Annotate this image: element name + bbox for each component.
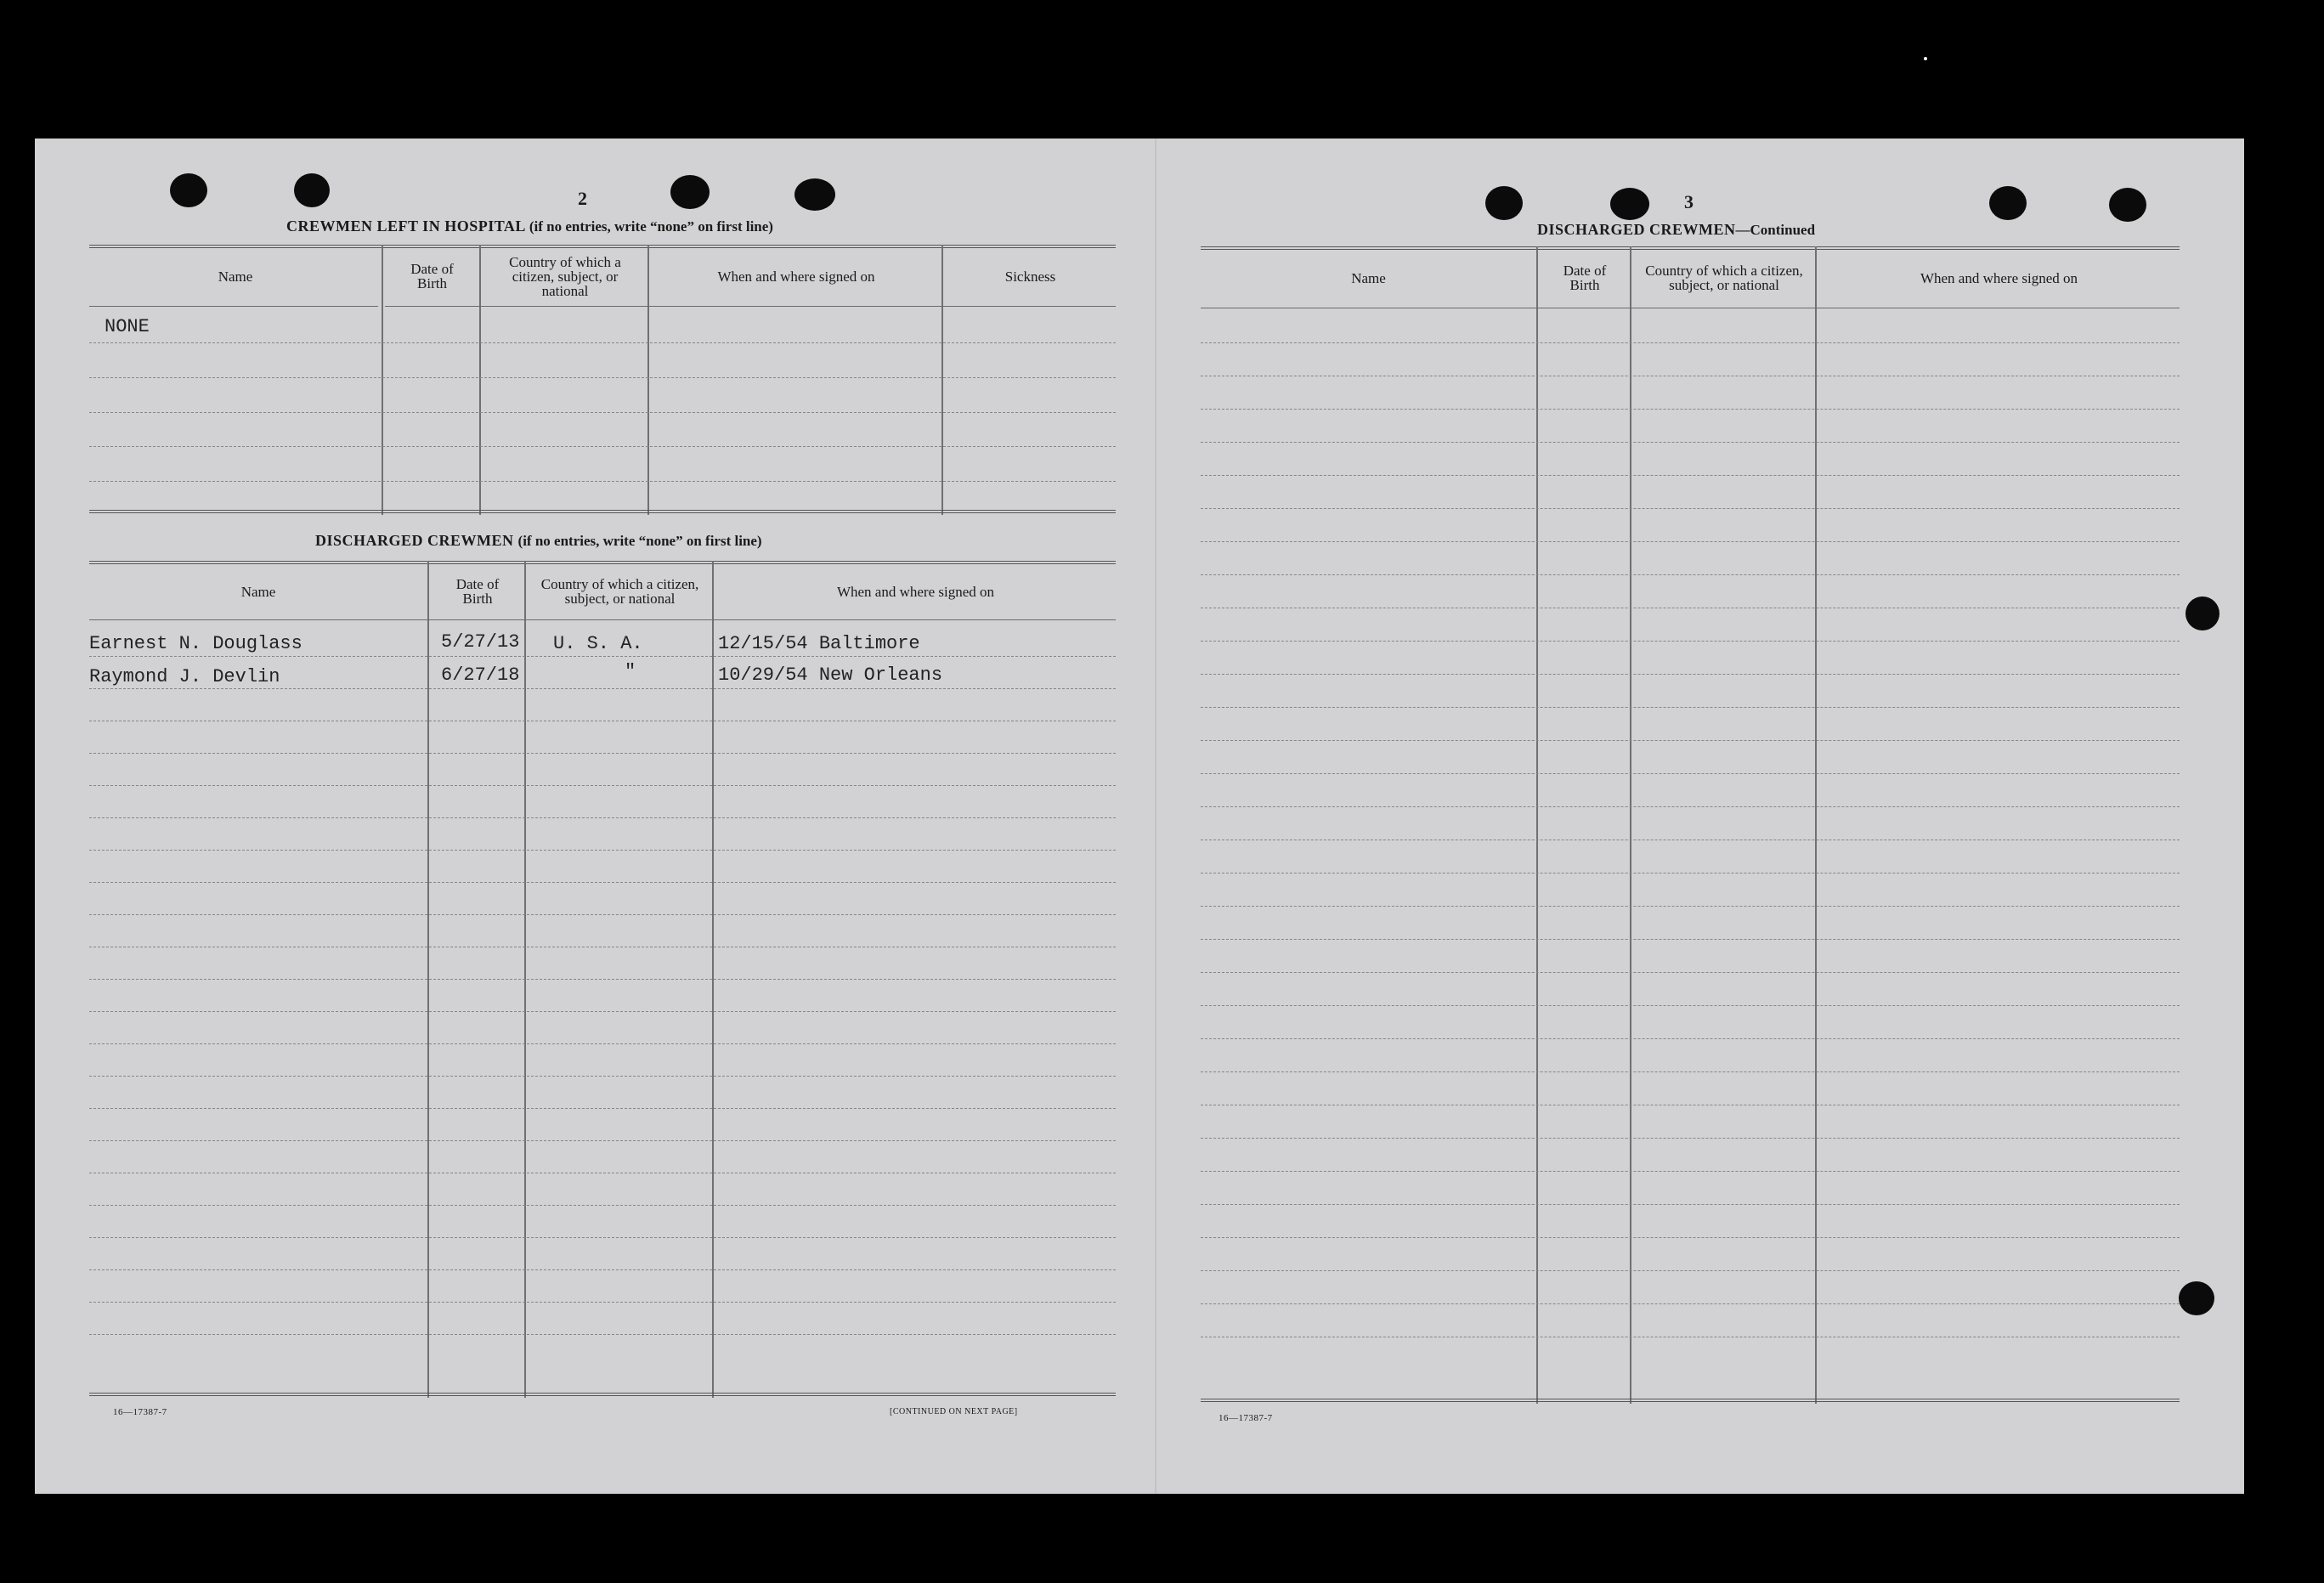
- discharged-instruction: (if no entries, write “none” on first line): [517, 533, 762, 549]
- discharged-col-country: Country of which a citizen, subject, or national: [540, 576, 699, 607]
- discharged-col-dob: Date of Birth: [455, 576, 500, 607]
- punch-hole: [2179, 1281, 2214, 1315]
- form-code-left: 16—17387-7: [113, 1407, 167, 1417]
- punch-hole: [2185, 596, 2219, 630]
- punch-hole: [170, 173, 207, 207]
- punch-hole: [1485, 186, 1523, 220]
- discharged-row-signed: 10/29/54 New Orleans: [718, 664, 943, 686]
- hospital-col-country: Country of which a citizen, subject, or national: [509, 253, 621, 299]
- discharged-row-dob: 6/27/18: [441, 664, 520, 686]
- right-title-suffix: —Continued: [1735, 222, 1816, 238]
- discharged-title-text: DISCHARGED CREWMEN: [315, 532, 514, 549]
- right-col-name: Name: [1351, 269, 1386, 286]
- document-sheet: [35, 139, 2244, 1494]
- page-number-right: 3: [1684, 191, 1694, 212]
- page-fold: [1155, 139, 1156, 1494]
- discharged-row-country: ": [625, 661, 636, 682]
- discharged-col-signed: When and where signed on: [836, 583, 995, 600]
- right-col-country: Country of which a citizen, subject, or national: [1645, 263, 1803, 293]
- right-section-title: [1537, 221, 1815, 239]
- discharged-table-left: [89, 561, 1116, 1398]
- punch-hole: [2109, 188, 2146, 222]
- hospital-col-signed: When and where signed on: [717, 268, 875, 285]
- discharged-row-name: Raymond J. Devlin: [89, 666, 280, 687]
- punch-hole: [670, 175, 710, 209]
- hospital-col-sickness: Sickness: [1004, 268, 1056, 285]
- hospital-col-name: Name: [218, 268, 253, 285]
- punch-hole: [794, 178, 835, 211]
- hospital-table: [89, 245, 1116, 515]
- continued-note: [CONTINUED ON NEXT PAGE]: [890, 1407, 1018, 1416]
- hospital-col-dob: Date of Birth: [410, 261, 454, 291]
- right-title-text: DISCHARGED CREWMEN: [1537, 221, 1736, 238]
- punch-hole: [1610, 188, 1649, 220]
- hospital-instruction: (if no entries, write “none” on first line): [529, 218, 773, 235]
- hospital-title-text: CREWMEN LEFT IN HOSPITAL: [286, 218, 525, 235]
- page-number-left: 2: [578, 188, 587, 209]
- discharged-row-signed: 12/15/54 Baltimore: [718, 633, 920, 654]
- paper-speck: [1924, 57, 1927, 60]
- hospital-row-name: NONE: [105, 316, 150, 337]
- form-code-right: 16—17387-7: [1219, 1413, 1273, 1423]
- punch-hole: [294, 173, 330, 207]
- hospital-section-title: [286, 218, 773, 235]
- discharged-table-right: [1201, 246, 2180, 1404]
- punch-hole: [1989, 186, 2027, 220]
- right-col-signed: When and where signed on: [1920, 269, 2078, 286]
- discharged-col-name: Name: [240, 583, 276, 600]
- discharged-row-country: U. S. A.: [553, 633, 643, 654]
- right-col-dob: Date of Birth: [1563, 263, 1607, 293]
- discharged-section-title: [315, 532, 762, 550]
- discharged-row-dob: 5/27/13: [441, 631, 520, 653]
- discharged-row-name: Earnest N. Douglass: [89, 633, 303, 654]
